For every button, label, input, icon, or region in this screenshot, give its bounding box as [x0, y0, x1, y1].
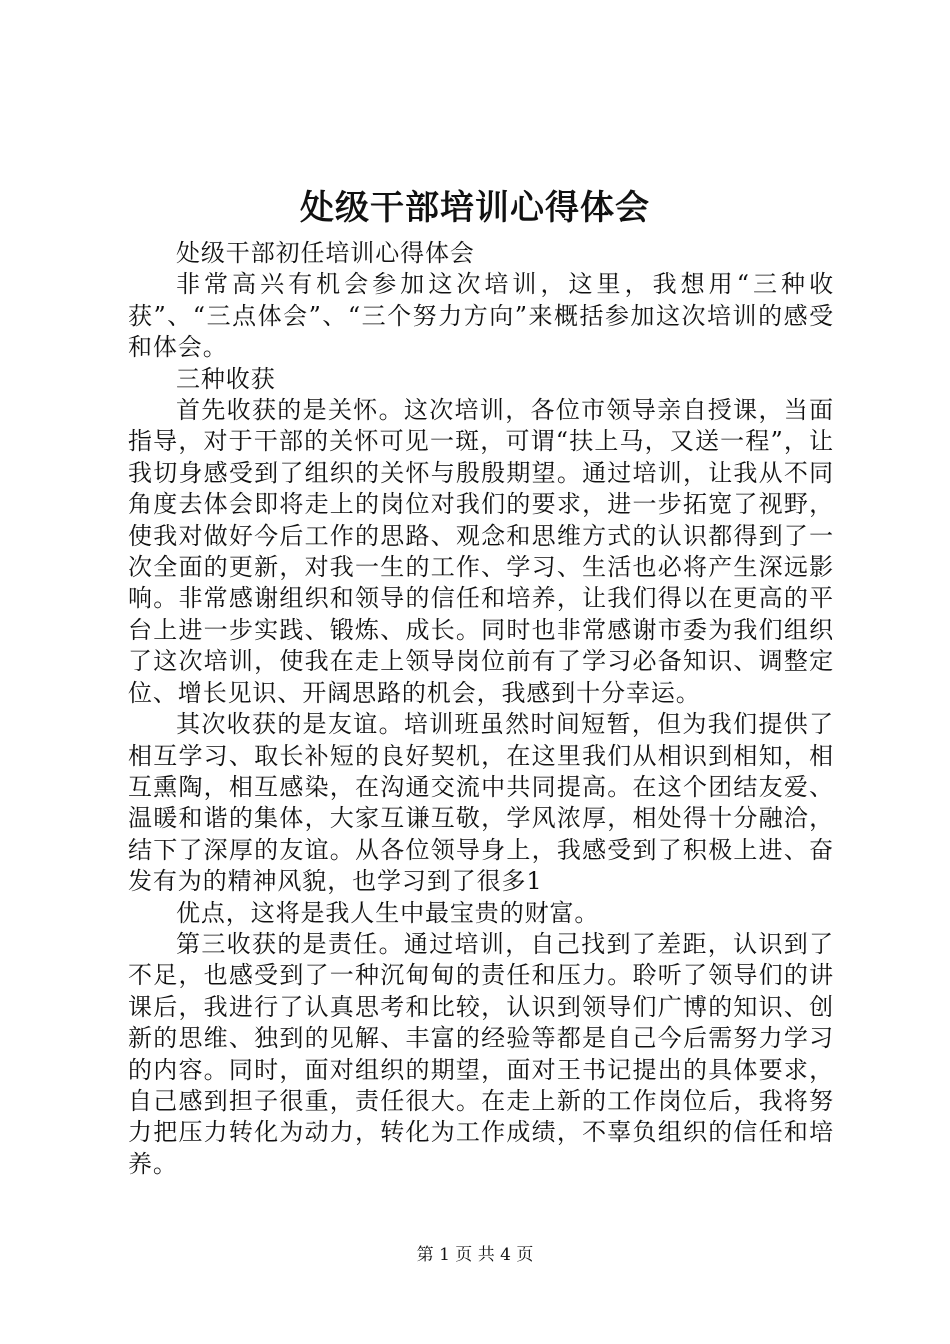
subtitle-paragraph: 处级干部初任培训心得体会	[176, 239, 475, 267]
paragraph-care: 首先收获的是关怀。这次培训，各位市领导亲自授课，当面指导，对于干部的关怀可见一斑，可谓“扶上马，又送一程”，让我切身感受到了组织的关怀与殷殷期望。通过培训，让我从不同角度去体会即将走上的岗位对我们的要求，进一步拓宽了视野，使我对做好今后工作的思路、观念和思维方式的认识都得到了一次全面的更新，对我一生的工作、学习、生活也必将产生深远影响。非常感谢组织和领导的信任和培养，让我们得以在更高的平台上进一步实践、锻炼、成长。同时也非常感谢市委为我们组织了这次培训，使我在走上领导岗位前有了学习必备知识、调整定位、增长见识、开阔思路的机会，我感到十分幸运。	[128, 396, 834, 707]
document-body	[128, 238, 834, 1180]
paragraph-continuation: 优点，这将是我人生中最宝贵的财富。	[176, 898, 600, 927]
paragraph-responsibility: 第三收获的是责任。通过培训，自己找到了差距，认识到了不足，也感受到了一种沉甸甸的责任和压力。聆听了领导们的讲课后，我进行了认真思考和比较，认识到领导们广博的知识、创新的思维、独到的见解、丰富的经验等都是自己今后需努力学习的内容。同时，面对组织的期望，面对王书记提出的具体要求，自己感到担子很重，责任很大。在走上新的工作岗位后，我将努力把压力转化为动力，转化为工作成绩，不辜负组织的信任和培养。	[128, 929, 834, 1178]
intro-paragraph: 非常高兴有机会参加这次培训，这里，我想用“三种收获”、“三点体会”、“三个努力方向”来概括参加这次培训的感受和体会。	[128, 270, 834, 362]
paragraph-friendship: 其次收获的是友谊。培训班虽然时间短暂，但为我们提供了相互学习、取长补短的良好契机，在这里我们从相识到相知，相互熏陶，相互感染，在沟通交流中共同提高。在这个团结友爱、温暖和谐的集体，大家互谦互敬，学风浓厚，相处得十分融洽，结下了深厚的友谊。从各位领导身上，我感受到了积极上进、奋发有为的精神风貌，也学习到了很多1	[128, 710, 834, 896]
section-heading: 三种收获	[176, 364, 276, 393]
page-number-footer: 第 1 页 共 4 页	[416, 1245, 534, 1265]
document-title: 处级干部培训心得体会	[300, 188, 650, 228]
